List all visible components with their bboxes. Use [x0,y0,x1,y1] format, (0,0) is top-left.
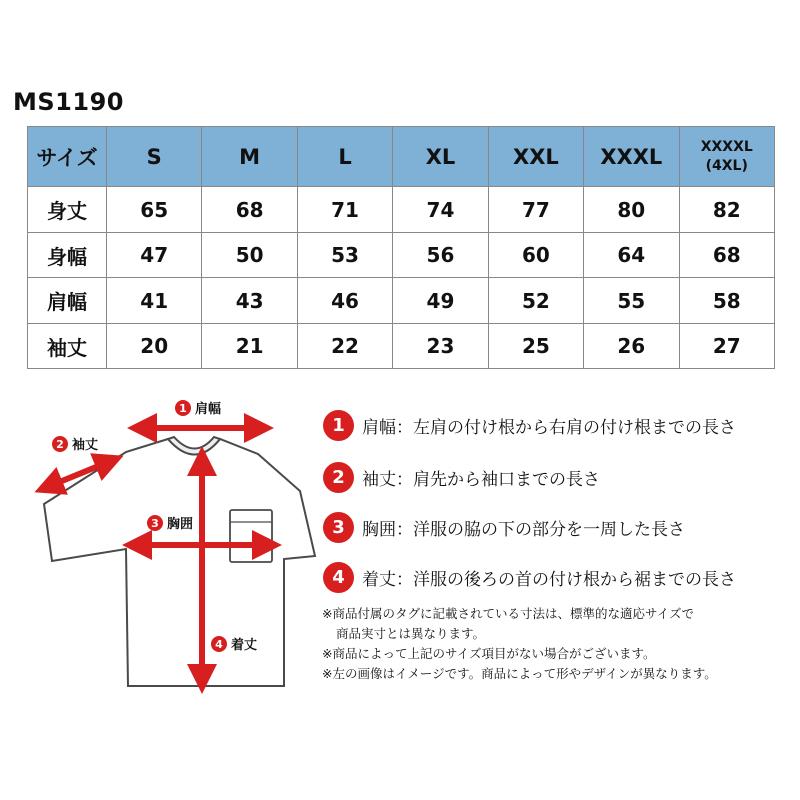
table-cell: 20 [107,324,202,369]
table-cell: 71 [297,187,392,233]
table-cell: 26 [584,324,679,369]
table-row [28,187,775,233]
svg-text:2: 2 [56,438,64,451]
legend-item [323,510,685,544]
table-cell: 49 [393,278,488,324]
size-col-l: L [297,127,392,187]
badge-2-icon: 2 [323,462,354,493]
table-cell: 55 [584,278,679,324]
legend-text: 着丈：洋服の後ろの首の付け根から裾までの長さ [362,569,736,590]
size-col-xxxl: XXXL [584,127,679,187]
note-line: ※商品付属のタグに記載されている寸法は、標準的な適応サイズで [322,606,694,621]
svg-text:1: 1 [179,402,187,415]
note-line: ※左の画像はイメージです。商品によって形やデザインが異なります。 [322,666,717,681]
table-cell: 56 [393,233,488,278]
note-line: 商品実寸とは異なります。 [336,626,486,641]
table-cell: 52 [488,278,583,324]
svg-text:4: 4 [215,638,223,651]
row-label: 袖丈 [28,324,107,369]
table-row [28,324,775,369]
legend-text: 肩幅：左肩の付け根から右肩の付け根までの長さ [362,417,736,438]
size-table [27,126,775,369]
legend-item [323,408,736,442]
table-cell: 80 [584,187,679,233]
size-col-xxl: XXL [488,127,583,187]
table-row [28,278,775,324]
model-number: MS1190 [13,88,124,116]
note-line: ※商品によって上記のサイズ項目がない場合がございます。 [322,646,656,661]
diagram-label-3 [147,515,193,532]
legend-item [323,460,600,494]
table-cell: 27 [679,324,774,369]
row-label: 身丈 [28,187,107,233]
table-cell: 46 [297,278,392,324]
table-cell: 58 [679,278,774,324]
table-cell: 82 [679,187,774,233]
badge-1-icon: 1 [323,410,354,441]
row-label: 肩幅 [28,278,107,324]
legend-text: 袖丈：肩先から袖口までの長さ [362,469,600,490]
size-col-xl: XL [393,127,488,187]
table-cell: 65 [107,187,202,233]
table-cell: 25 [488,324,583,369]
size-col-m: M [202,127,297,187]
legend-text: 胸囲：洋服の脇の下の部分を一周した長さ [362,519,685,540]
size-col-xxxxl [679,127,774,187]
diagram-label-2 [52,436,98,453]
size-col-xxxxl-line1: XXXXL [700,138,753,155]
table-cell: 53 [297,233,392,278]
table-cell: 23 [393,324,488,369]
table-cell: 47 [107,233,202,278]
diagram-label-4 [211,636,257,653]
table-cell: 64 [584,233,679,278]
table-row [28,233,775,278]
size-col-s: S [107,127,202,187]
table-cell: 21 [202,324,297,369]
table-cell: 43 [202,278,297,324]
svg-text:3: 3 [151,517,159,530]
size-col-xxxxl-line2: (4XL) [705,157,748,174]
table-cell: 74 [393,187,488,233]
table-cell: 68 [202,187,297,233]
legend-item [323,560,736,594]
size-header-label: サイズ [28,127,107,187]
diagram-label-1 [175,400,221,417]
table-cell: 60 [488,233,583,278]
badge-3-icon: 3 [323,512,354,543]
svg-text:袖丈: 袖丈 [72,438,99,453]
tshirt-measurement-diagram [0,386,320,706]
size-header-row [28,127,775,187]
row-label: 身幅 [28,233,107,278]
table-cell: 68 [679,233,774,278]
svg-text:胸囲: 胸囲 [167,517,194,532]
svg-text:着丈: 着丈 [231,638,258,653]
table-cell: 22 [297,324,392,369]
table-cell: 50 [202,233,297,278]
notes [322,604,792,684]
table-cell: 41 [107,278,202,324]
svg-text:肩幅: 肩幅 [195,402,222,417]
table-cell: 77 [488,187,583,233]
badge-4-icon: 4 [323,562,354,593]
